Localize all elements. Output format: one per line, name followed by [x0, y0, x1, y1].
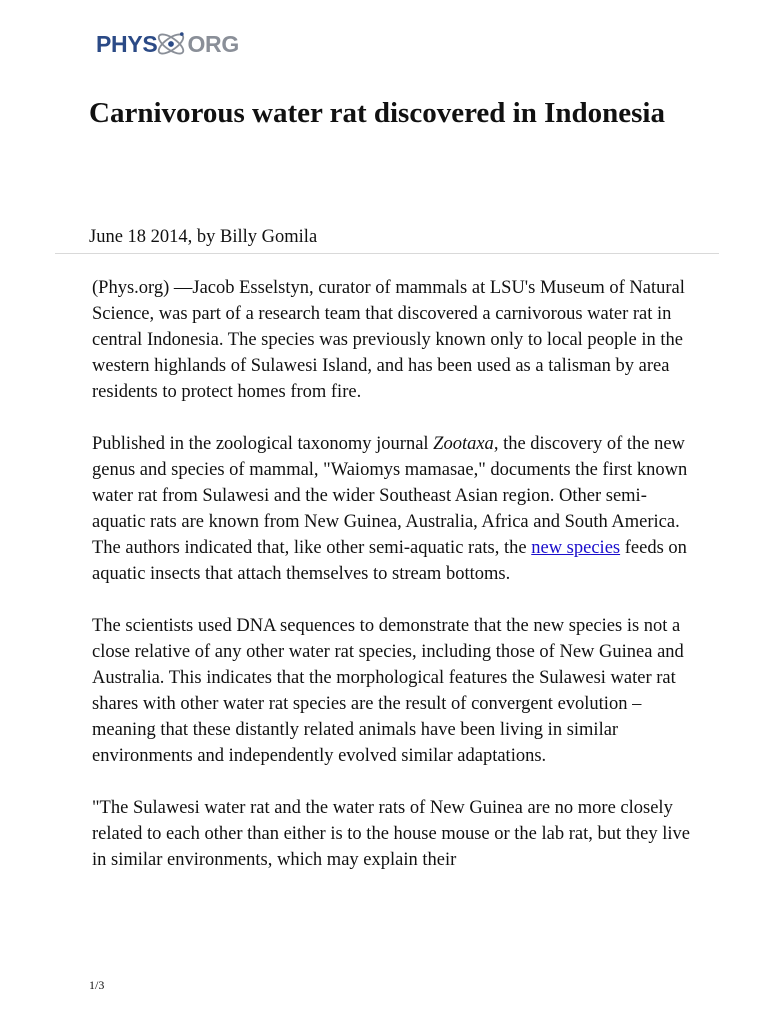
logo-text-org: ORG	[187, 30, 239, 57]
page-number: 1/3	[89, 978, 105, 992]
journal-name: Zootaxa	[433, 434, 494, 454]
paragraph-2-text-c: feeds on aquatic insects that attach themselves to stream bottoms.	[92, 538, 687, 584]
logo-text-phys: PHYS	[96, 30, 158, 57]
article-title: Carnivorous water rat discovered in Indonesia	[89, 97, 665, 129]
article-body	[92, 275, 692, 899]
atom-icon	[153, 26, 189, 62]
site-logo[interactable]	[96, 24, 239, 64]
new-species-link[interactable]: new species	[531, 538, 621, 558]
header-divider	[55, 253, 719, 254]
paragraph-1: (Phys.org) —Jacob Esselstyn, curator of mammals at LSU's Museum of Natural Science, was part of a research team that discovered a carnivorous water rat in central Indonesia. The species was previously known only to local people in the western highlands of Sulawesi Island, and has been used as a talisman by area residents to protect homes from fire.	[92, 278, 685, 402]
paragraph-2	[92, 431, 692, 587]
paragraph-2-text-a: Published in the zoological taxonomy journal	[92, 434, 434, 454]
paragraph-3: The scientists used DNA sequences to demonstrate that the new species is not a close relative of any other water rat species, including those of New Guinea and Australia. This indicates that the morphological features the Sulawesi water rat shares with other water rat species are the result of convergent evolution – meaning that these distantly related animals have been living in similar environments and independently evolved similar adaptations.	[92, 616, 684, 766]
article-byline: June 18 2014, by Billy Gomila	[89, 227, 318, 247]
paragraph-4: "The Sulawesi water rat and the water rats of New Guinea are no more closely related to each other than either is to the house mouse or the lab rat, but they live in similar environments, which may explain their	[92, 798, 690, 870]
paragraph-2-text-b: , the discovery of the new genus and species of mammal, "Waiomys mamasae," documents the first known water rat from Sulawesi and the wider Southeast Asian region. Other semi-aquatic rats are known from New Guinea, Australia, Africa and South America. The authors indicated that, like other semi-aquatic rats, the	[92, 434, 688, 558]
